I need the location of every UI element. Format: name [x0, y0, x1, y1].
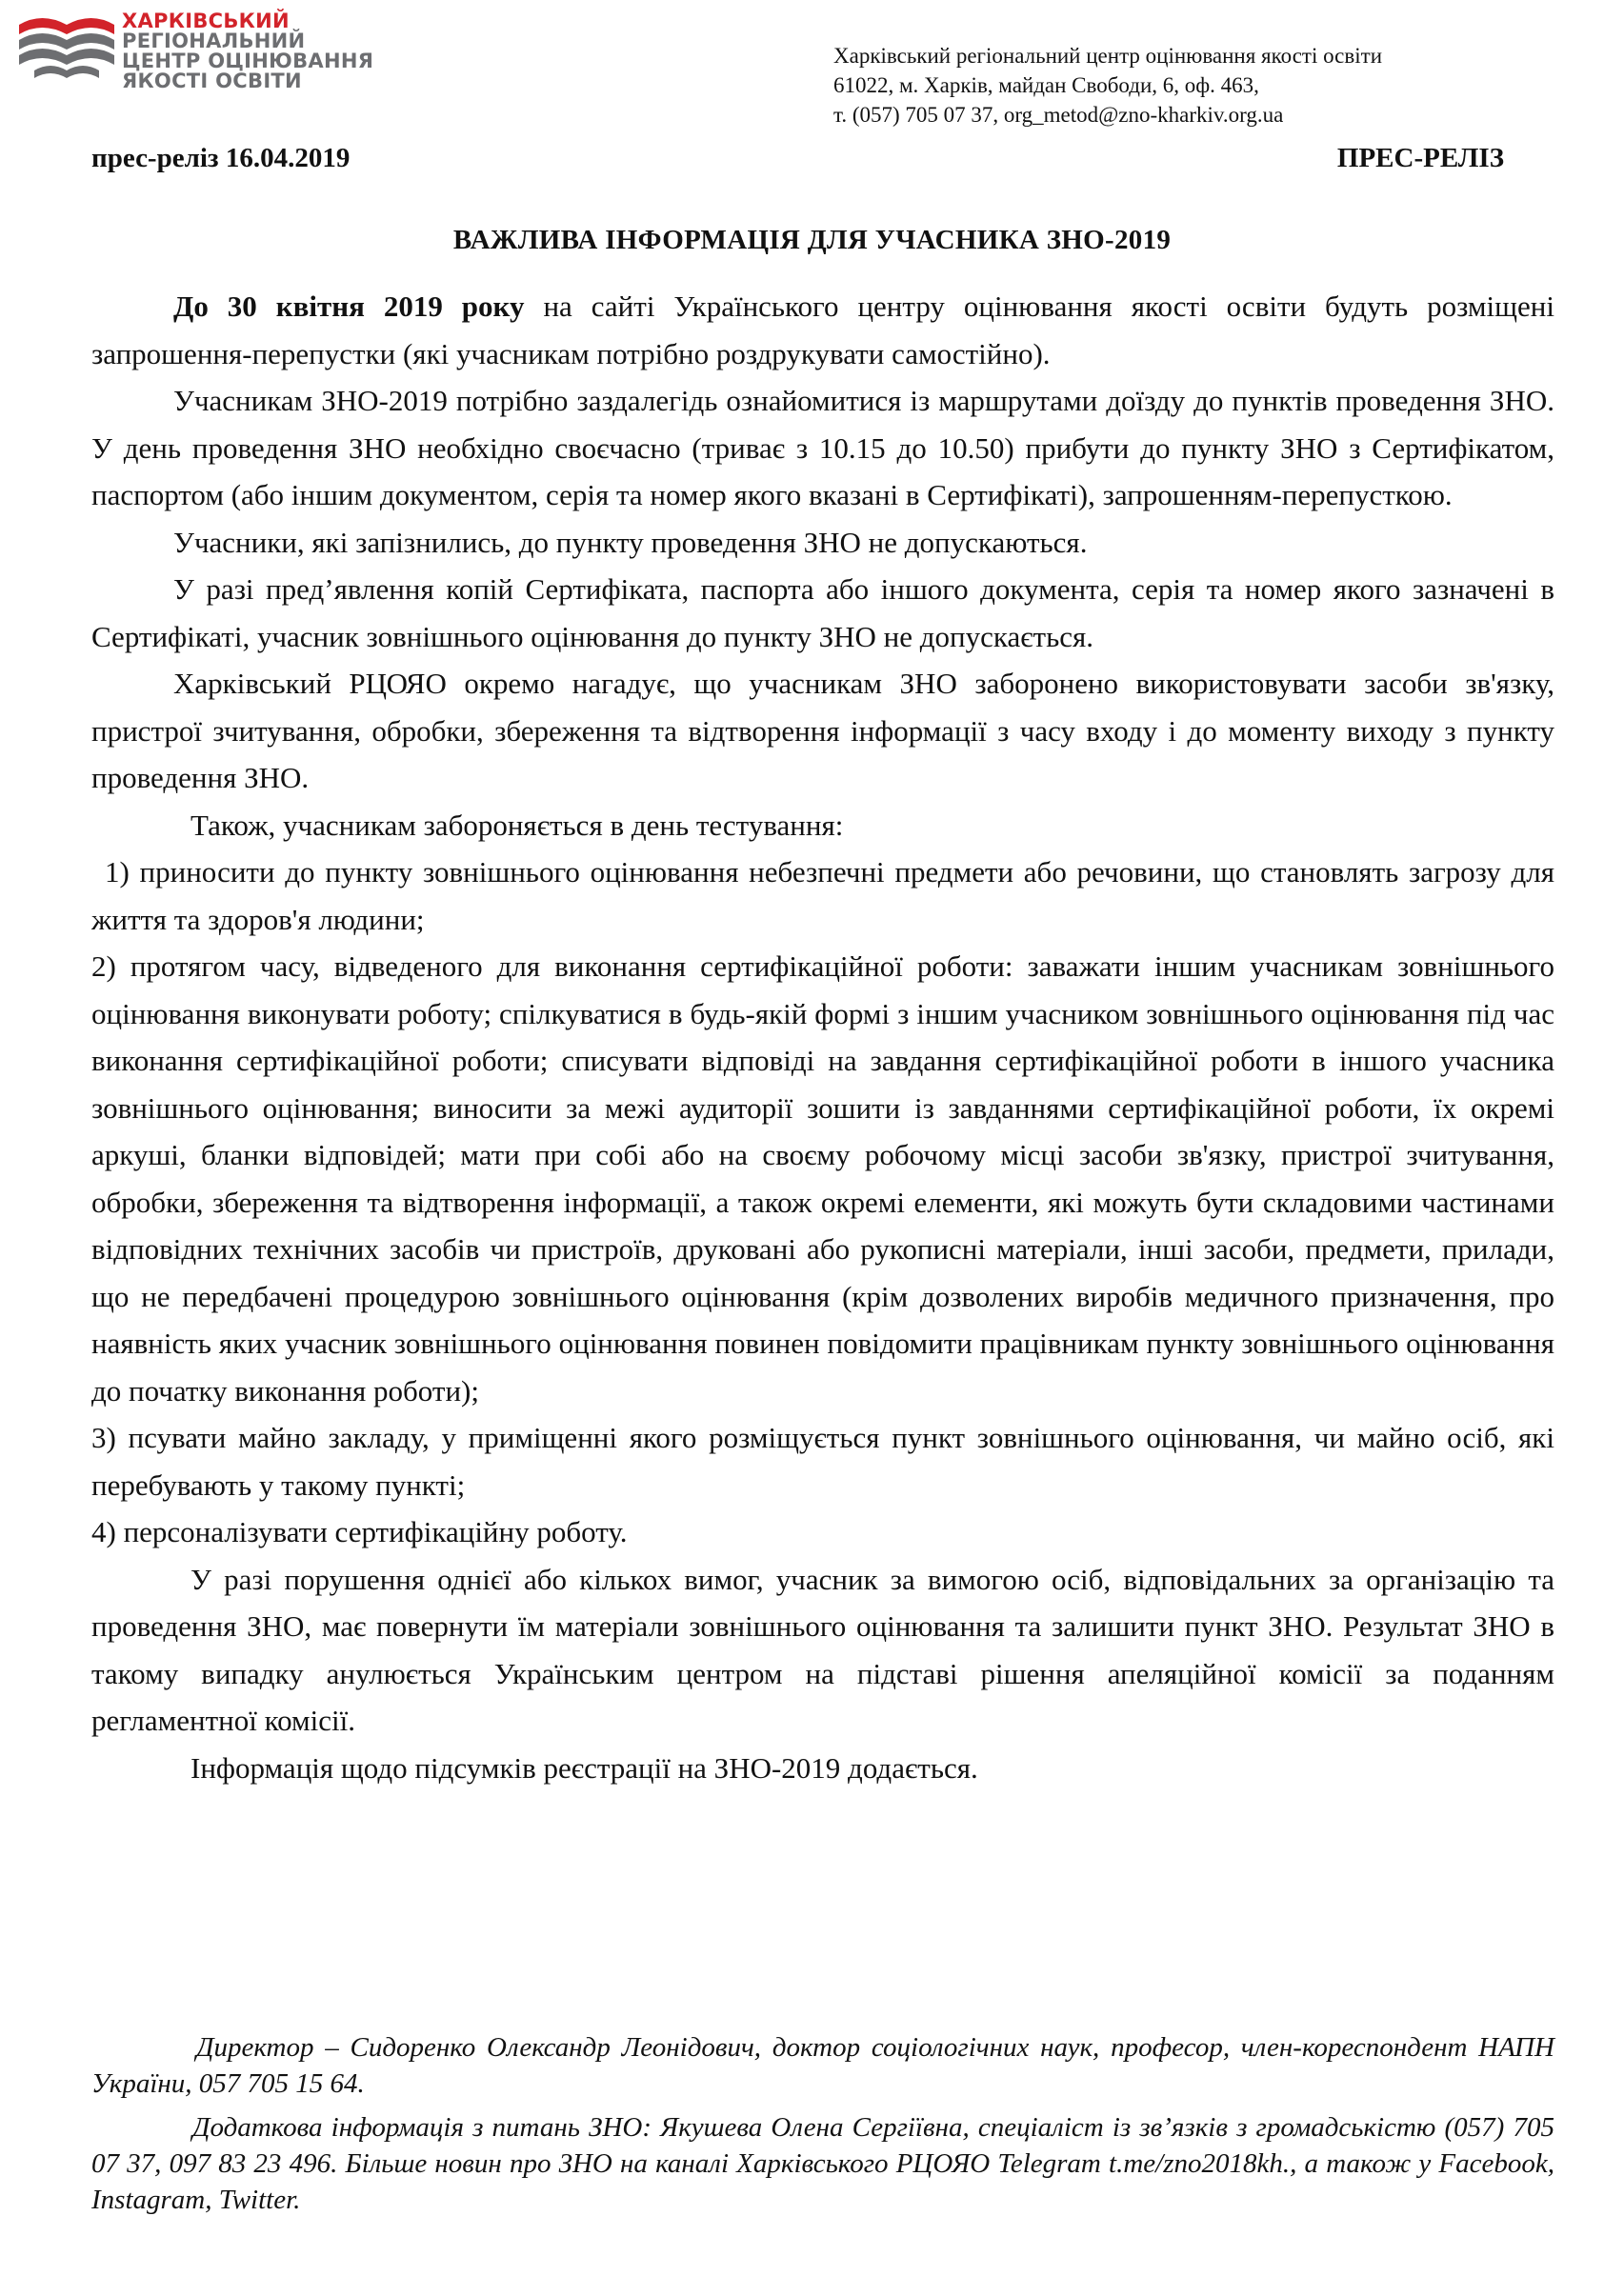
logo-line-4: ЯКОСТІ ОСВІТИ [122, 70, 302, 92]
release-label: ПРЕС-РЕЛІЗ [1336, 143, 1504, 173]
footer-info: Додаткова інформація з питань ЗНО: Якушева Олена Сергіївна, спеціаліст із зв’язків з громадськістю (057) 705 07 37, 097 83 23 496. Більше новин про ЗНО на каналі Харківського РЦОЯО Telegram t.me/zno2018kh., а також у Facebook, Instagram, Twitter. [91, 2112, 1554, 2215]
paragraph-7: У разі порушення однієї або кількох вимог, учасник за вимогою осіб, відповідальних за організацію та проведення ЗНО, має повернути їм матеріали зовнішнього оцінювання та залишити пункт ЗНО. Результат ЗНО в такому випадку анулюється Українським центром на підставі рішення апеляційної комісії за поданням регламентної комісії. [91, 1562, 1554, 1737]
logo-line-1: ХАРКІВСЬКИЙ [122, 10, 290, 32]
paragraph-1 [91, 283, 1554, 377]
contacts-org: Харківський регіональний центр оцінювання якості освіти [833, 44, 1382, 68]
contacts-block [833, 41, 1382, 130]
paragraph-5: Харківський РЦОЯО окремо нагадує, що учасникам ЗНО заборонено використовувати засоби зв'язку, пристрої зчитування, обробки, збереження та відтворення інформації з часу входу і до моменту виходу з пункту проведення ЗНО. [91, 667, 1554, 794]
contacts-address: 61022, м. Харків, майдан Свободи, 6, оф. 463, [833, 73, 1259, 97]
release-date: прес-реліз 16.04.2019 [91, 143, 351, 173]
paragraph-4: У разі пред’явлення копій Сертифіката, паспорта або іншого документа, серія та номер якого зазначені в Сертифікаті, учасник зовнішнього оцінювання до пункту ЗНО не допускається. [91, 572, 1554, 653]
contacts-phone-email: т. (057) 705 07 37, org_metod@zno-kharkiv.org.ua [833, 103, 1284, 127]
document-footer [91, 2029, 1554, 2226]
paragraph-1-rest: на сайті Українського центру оцінювання якості освіти будуть розміщені запрошення-перепустки (які учасникам потрібно роздрукувати самостійно). [91, 289, 1554, 370]
footer-director: Директор – Сидоренко Олександр Леонідович, доктор соціологічних наук, професор, член-кореспондент НАПН України, 057 705 15 64. [91, 2032, 1554, 2099]
paragraph-2: Учасникам ЗНО-2019 потрібно заздалегідь ознайомитися із маршрутами доїзду до пунктів проведення ЗНО. У день проведення ЗНО необхідно своєчасно (триває з 10.15 до 10.50) прибути до пункту ЗНО з Сертифікатом, паспортом (або іншим документом, серія та номер якого вказані в Сертифікаті), запрошенням-перепусткою. [91, 384, 1554, 511]
logo-text [122, 11, 373, 91]
paragraph-1-bold: До 30 квітня 2019 року [173, 289, 525, 323]
logo-emblem-icon [15, 6, 120, 91]
paragraph-3: Учасники, які запізнились, до пункту проведення ЗНО не допускаються. [173, 525, 1088, 559]
list-item-4: 4) персоналізувати сертифікаційну роботу. [91, 1515, 628, 1548]
org-logo [15, 6, 374, 101]
logo-line-3: ЦЕНТР ОЦІНЮВАННЯ [122, 50, 374, 72]
paragraph-8: Інформація щодо підсумків реєстрації на ЗНО-2019 додається. [190, 1750, 978, 1785]
paragraph-6: Також, учасникам забороняється в день тестування: [190, 808, 844, 842]
document-body [91, 283, 1554, 1791]
document-title: ВАЖЛИВА ІНФОРМАЦІЯ ДЛЯ УЧАСНИКА ЗНО-2019 [452, 225, 1172, 255]
list-item-2: 2) протягом часу, відведеного для виконання сертифікаційної роботи: заважати іншим учасникам зовнішнього оцінювання виконувати роботу; спілкуватися в будь-якій формі з іншим учасником зовнішнього оцінювання під час виконання сертифікаційної роботи; списувати відповіді на завдання сертифікаційної роботи в іншого учасника зовнішнього оцінювання; виносити за межі аудиторії зошити із завданнями сертифікаційної роботи, їх окремі аркуші, бланки відповідей; мати при собі або на своєму робочому місці засоби зв'язку, пристрої зчитування, обробки, збереження та відтворення інформації, а також окремі елементи, які можуть бути складовими частинами відповідних технічних засобів чи пристроїв, друковані або рукописні матеріали, інші засоби, предмети, прилади, що не передбачені процедурою зовнішнього оцінювання (крім дозволених виробів медичного призначення, про наявність яких учасник зовнішнього оцінювання повинен повідомити працівникам пункту зовнішнього оцінювання до початку виконання роботи); [91, 949, 1554, 1408]
logo-line-2: РЕГІОНАЛЬНИЙ [122, 30, 306, 52]
list-item-1: 1) приносити до пункту зовнішнього оцінювання небезпечні предмети або речовини, що становлять загрозу для життя та здоров'я людини; [91, 855, 1554, 936]
list-item-3: 3) псувати майно закладу, у приміщенні якого розміщується пункт зовнішнього оцінювання, чи майно осіб, які перебувають у такому пункті; [91, 1421, 1554, 1502]
